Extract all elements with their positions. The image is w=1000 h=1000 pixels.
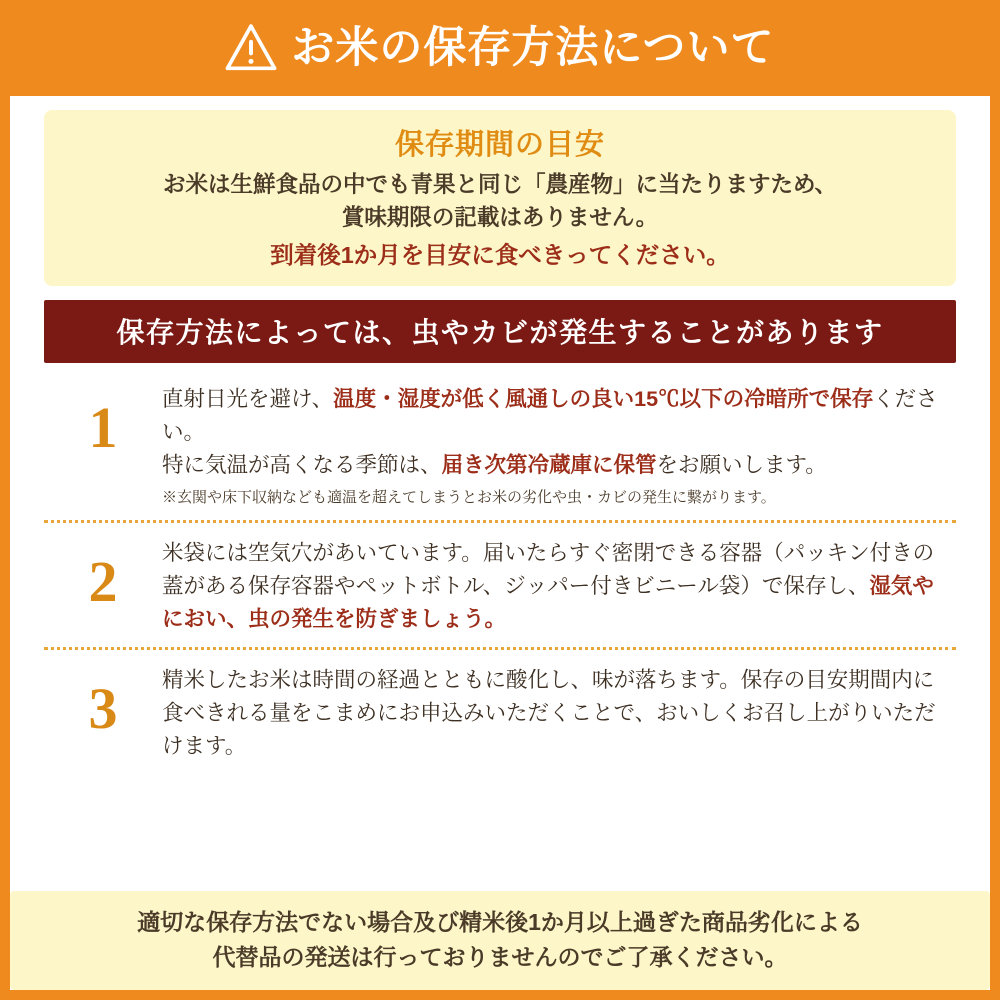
step-highlight: 湿気やにおい、虫の発生を防ぎましょう。 [162,573,934,631]
warning-triangle-icon [225,22,277,74]
step-highlight-2: 届き次第冷蔵庫に保管 [441,452,657,477]
step-text-2: 特に気温が高くなる季節は、 [162,452,442,477]
list-item [44,520,956,647]
storage-period-emphasis: 到着後1か月を目安に食べきってください。 [270,242,730,269]
storage-period-line-2: 賞味期限の記載はありません。 [341,204,659,230]
step-number: 3 [88,676,118,742]
warning-banner: 保存方法によっては、虫やカビが発生することがあります [44,300,956,363]
footer-notice [10,891,990,990]
content-panel [10,96,990,990]
storage-period-line-1: お米は生鮮食品の中でも青果と同じ「農産物」に当たりますため、 [162,172,838,197]
step-highlight: 温度・湿度が低く風通しの良い15℃以下の冷暗所で保存 [333,387,874,412]
step-number: 1 [88,395,118,461]
page-title: お米の保存方法について [291,23,775,72]
step-body [162,664,956,762]
step-text-2-cont: をお願いします。 [656,452,827,477]
step-text: 米袋には空気穴があいています。届いたらすぐ密閉できる容器（パッキン付きの蓋がある保存容器やペットボトル、ジッパー付きビニール袋）で保存し、 [162,541,935,598]
footer-line-2: 代替品の発送は行っておりませんのでご了承ください。 [212,943,788,970]
step-text: 精米したお米は時間の経過とともに酸化し、味が落ちます。保存の目安期間内に食べきれる量をこまめにお申込みいただくことで、おいしくお召し上がりいただけます。 [162,668,936,758]
page-header [0,0,1000,96]
step-body [162,383,956,508]
storage-period-box [44,110,956,286]
list-item [44,647,956,774]
step-text: 直射日光を避け、 [162,387,334,412]
step-body [162,537,956,635]
step-number: 2 [88,549,118,615]
list-item [44,369,956,520]
footer-line-1: 適切な保存方法でない場合及び精米後1か月以上過ぎた商品劣化による [137,909,863,935]
step-text-cont: ください。 [162,387,938,444]
storage-period-title: 保存期間の目安 [394,129,605,161]
steps-list [44,369,956,774]
step-note: ※玄関や床下収納なども適温を超えてしまうとお米の劣化や虫・カビの発生に繋がります。 [162,489,776,507]
